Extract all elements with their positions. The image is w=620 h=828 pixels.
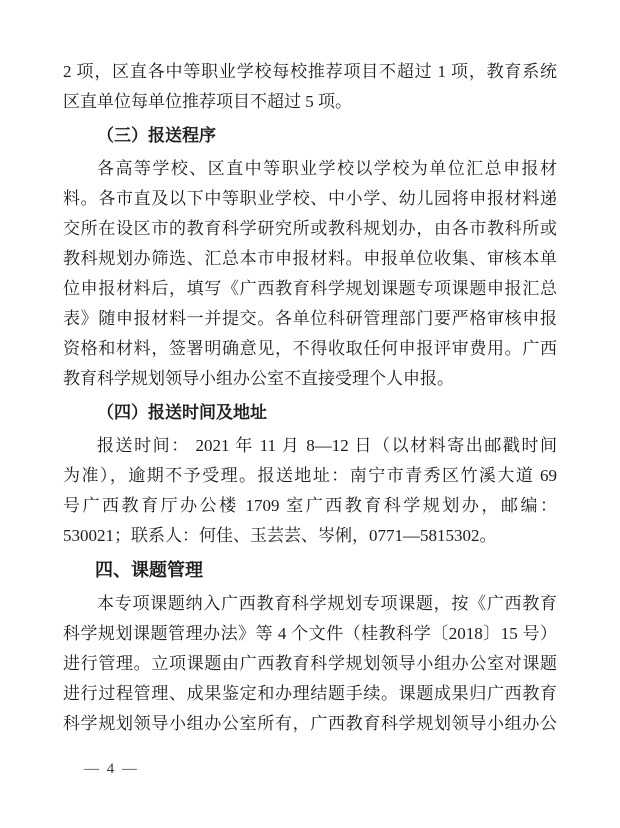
document-line: 教科规划办筛选、汇总本市申报材料。申报单位收集、审核本单 [63,249,557,268]
document-line: 本专项课题纳入广西教育科学规划专项课题，按《广西教育 [97,594,557,613]
document-line: 区直单位每单位推荐项目不超过 5 项。 [63,92,352,111]
subsection-heading: （四）报送时间及地址 [97,403,267,422]
document-line: 交所在设区市的教育科学研究所或教科规划办，由各市教科所或 [63,219,557,238]
document-line: 位申报材料后，填写《广西教育科学规划课题专项课题申报汇总 [63,279,557,298]
document-line: 资格和材料，签署明确意见，不得收取任何申报评审费用。广西 [63,339,557,358]
document-line: 科学规划领导小组办公室所有，广西教育科学规划领导小组办公 [63,714,557,733]
document-line: 科学规划课题管理办法》等 4 个文件（桂教科学〔2018〕15 号） [63,624,557,643]
document-line: 进行管理。立项课题由广西教育科学规划领导小组办公室对课题 [63,654,557,673]
document-line: 表》随申报材料一并提交。各单位科研管理部门要严格审核申报 [63,309,557,328]
section-heading: 四、课题管理 [95,560,203,580]
document-line: 530021；联系人：何佳、玉芸芸、岑俐，0771—5815302。 [63,526,497,545]
document-line: 教育科学规划领导小组办公室不直接受理个人申报。 [63,369,454,388]
document-line: 2 项，区直各中等职业学校每校推荐项目不超过 1 项，教育系统 [63,62,557,81]
document-line: 为准），逾期不予受理。报送地址：南宁市青秀区竹溪大道 69 [63,466,557,485]
document-line: 料。各市直及以下中等职业学校、中小学、幼儿园将申报材料递 [63,189,557,208]
document-line: 报送时间： 2021 年 11 月 8—12 日（以材料寄出邮戳时间 [97,436,557,455]
document-line: 号广西教育厅办公楼 1709 室广西教育科学规划办，邮编： [63,496,557,515]
document-line: 各高等学校、区直中等职业学校以学校为单位汇总申报材 [97,159,557,178]
subsection-heading: （三）报送程序 [97,126,216,145]
page-number: — 4 — [84,761,139,777]
document-line: 进行过程管理、成果鉴定和办理结题手续。课题成果归广西教育 [63,684,557,703]
